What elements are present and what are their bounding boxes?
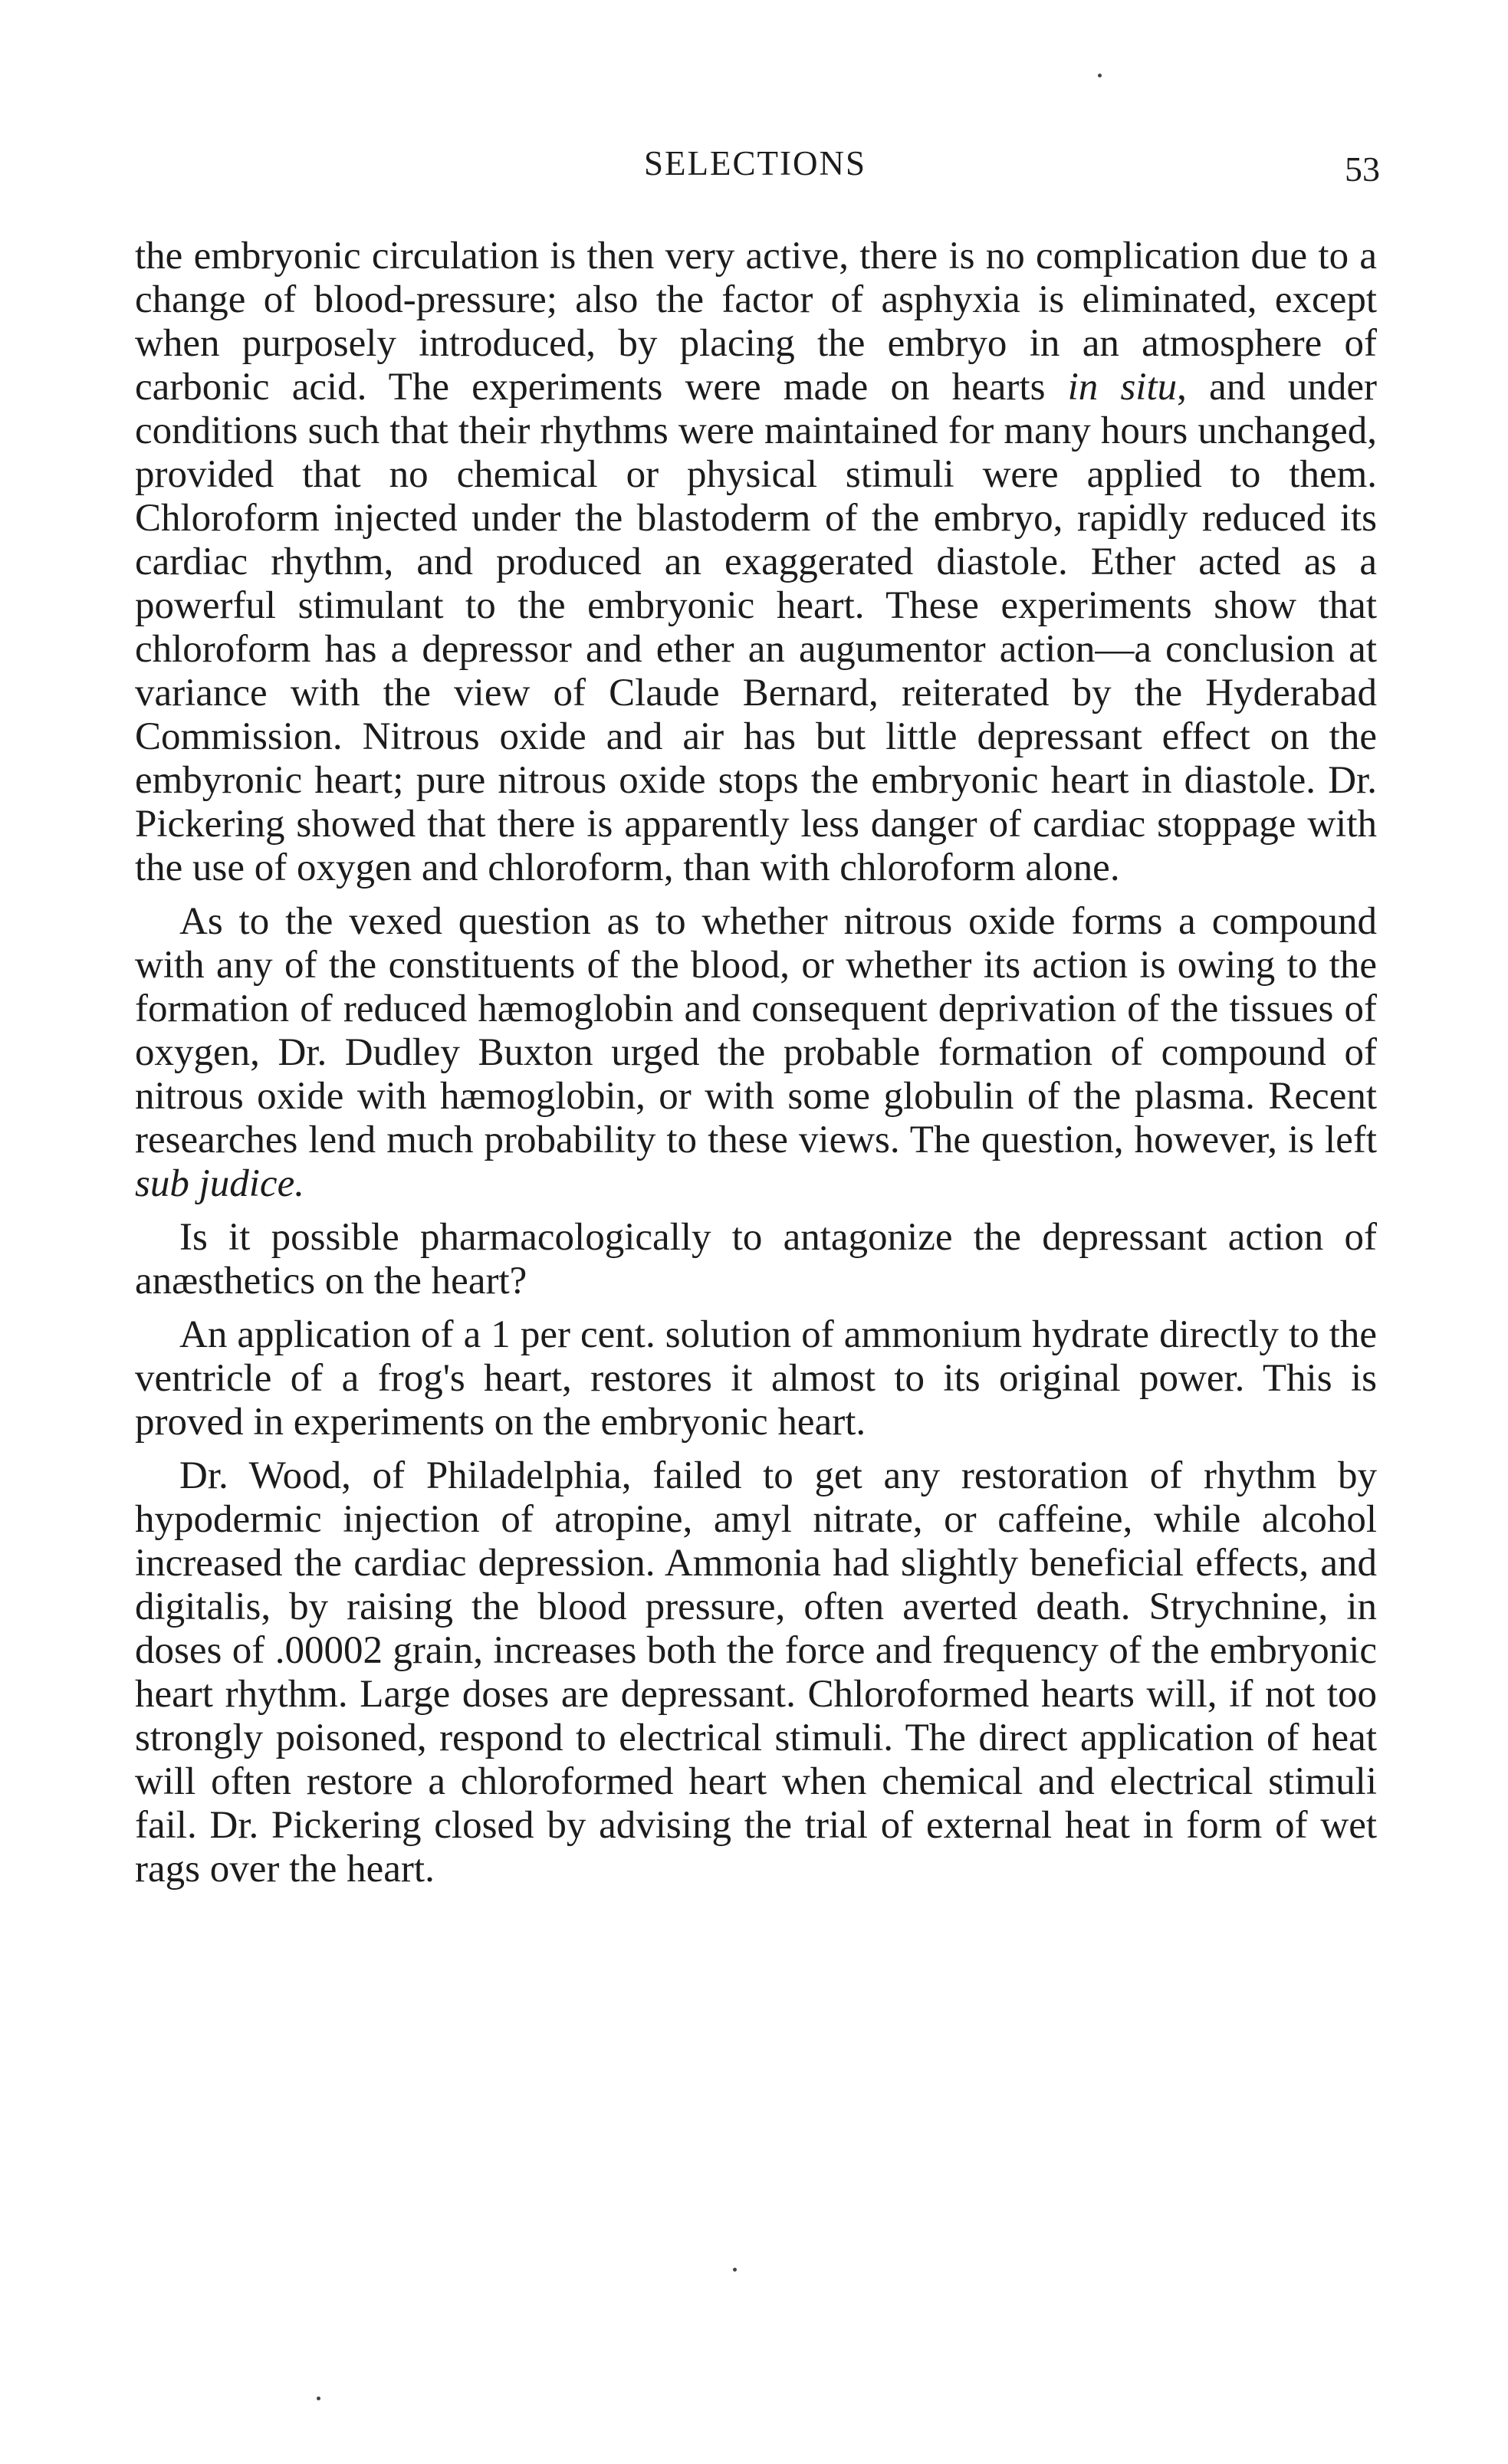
paragraph: Is it possible pharmacologically to antagonize the depressant action of anæsthetics on the heart? xyxy=(135,1216,1377,1303)
running-title: SELECTIONS xyxy=(644,144,866,182)
print-speck xyxy=(1098,74,1102,77)
print-speck xyxy=(317,2397,320,2400)
paragraph-continued xyxy=(135,235,1377,890)
running-head xyxy=(130,144,1380,190)
italic-phrase: sub judice. xyxy=(135,1162,304,1205)
body-text xyxy=(135,235,1377,1901)
paragraph xyxy=(135,900,1377,1206)
print-speck xyxy=(733,2268,737,2272)
paragraph: Dr. Wood, of Philadelphia, failed to get any restoration of rhythm by hypodermic injection of atropine, amyl nitrate, or caffeine, while alcohol increased the cardiac depression. Ammonia had slightly beneficial effects, and digitalis, by raising the blood pressure, often averted death. Strychnine, in doses of .00002 grain, increases both the force and frequency of the embryonic heart rhythm. Large doses are depressant. Chloroformed hearts will, if not too strongly poisoned, respond to electrical stimuli. The direct application of heat will often restore a chloroformed heart when chemical and electrical stimuli fail. Dr. Pickering closed by advising the trial of external heat in form of wet rags over the heart. xyxy=(135,1454,1377,1891)
paragraph: An application of a 1 per cent. solution of ammonium hydrate directly to the ventricle of a frog's heart, restores it almost to its original power. This is proved in experiments on the embryonic heart. xyxy=(135,1313,1377,1444)
text-run: the embryonic circulation is then very active, there is no complication due to a change of blood-pressure; also the factor of asphyxia is eliminated, except when purposely introduced, by placing the embryo in an atmosphere of carbonic acid. The experiments were made on hearts xyxy=(135,235,1377,409)
text-run: , and under conditions such that their rhythms were maintained for many hours unchanged, provided that no chemical or physical stimuli were applied to them. Chloroform injected under the blastoderm of the embryo, rapidly reduced its cardiac rhythm, and produced an exaggerated diastole. Ether acted as a powerful stimulant to the embryonic heart. These experiments show that chloroform has a depressor and ether an augumentor action—a conclusion at variance with the view of Claude Bernard, reiterated by the Hyderabad Commission. Nitrous oxide and air has but little depressant effect on the embyronic heart; pure nitrous oxide stops the embryonic heart in diastole. Dr. Pickering showed that there is apparently less danger of cardiac stoppage with the use of oxygen and chloroform, than with chloroform alone. xyxy=(135,366,1378,889)
text-run: As to the vexed question as to whether nitrous oxide forms a compound with any of the constituents of the blood, or whether its action is owing to the formation of reduced hæmoglobin and consequent deprivation of the tissues of oxygen, Dr. Dudley Buxton urged the probable formation of compound of nitrous oxide with hæmoglobin, or with some globulin of the plasma. Recent researches lend much probability to these views. The question, however, is left xyxy=(135,900,1377,1161)
page-number: 53 xyxy=(1345,149,1380,189)
italic-phrase: in situ xyxy=(1067,366,1178,409)
